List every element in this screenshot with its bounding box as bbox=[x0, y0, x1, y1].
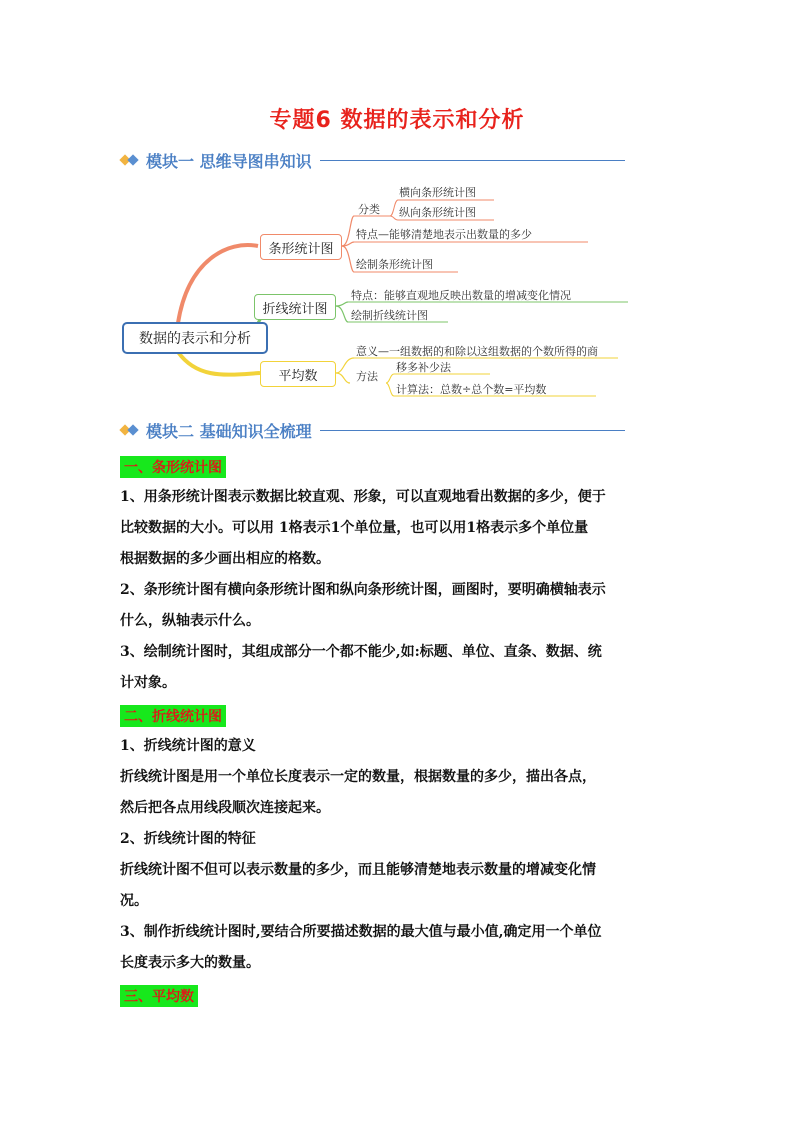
branch-bar-chart: 条形统计图 bbox=[260, 234, 342, 260]
mind-map-root: 数据的表示和分析 bbox=[122, 322, 268, 354]
body-line: 3、制作折线统计图时,要结合所要描述数据的最大值与最小值,确定用一个单位 bbox=[120, 924, 602, 940]
module-two-heading bbox=[120, 417, 625, 443]
section-heading-line-chart: 二、折线统计图 bbox=[120, 705, 226, 727]
heading-rule bbox=[320, 160, 625, 161]
body-line: 计对象。 bbox=[120, 675, 176, 691]
body-line: 折线统计图是用一个单位长度表示一定的数量，根据数量的多少，描出各点， bbox=[120, 769, 596, 785]
branch-1-group-item: 纵向条形统计图 bbox=[399, 206, 476, 219]
heading-rule bbox=[320, 430, 625, 431]
body-line: 1、折线统计图的意义 bbox=[120, 738, 256, 754]
branch-3-group-item: 计算法：总数÷总个数=平均数 bbox=[396, 383, 547, 396]
branch-3-group-label: 方法 bbox=[356, 370, 378, 383]
branch-1-group-label: 分类 bbox=[358, 203, 380, 216]
branch-3-group-item: 移多补少法 bbox=[396, 361, 451, 374]
branch-2-item: 特点：能够直观地反映出数量的增减变化情况 bbox=[351, 289, 571, 302]
diamond-bullet-icon bbox=[120, 422, 142, 438]
section-bar-chart-body bbox=[120, 482, 680, 699]
module-one-label: 模块一 思维导图串知识 bbox=[146, 151, 312, 171]
section-heading-average: 三、平均数 bbox=[120, 985, 198, 1007]
diamond-bullet-icon bbox=[120, 152, 142, 168]
branch-1-group-item: 横向条形统计图 bbox=[399, 186, 476, 199]
module-two-label: 模块二 基础知识全梳理 bbox=[146, 421, 312, 441]
section-heading-bar-chart: 一、条形统计图 bbox=[120, 456, 226, 478]
branch-1-item: 绘制条形统计图 bbox=[356, 258, 433, 271]
body-line: 然后把各点用线段顺次连接起来。 bbox=[120, 800, 330, 816]
page-title: 专题6 数据的表示和分析 bbox=[269, 108, 525, 133]
body-line: 折线统计图不但可以表示数量的多少，而且能够清楚地表示数量的增减变化情 bbox=[120, 862, 596, 878]
body-line: 什么，纵轴表示什么。 bbox=[120, 613, 260, 629]
mind-map bbox=[118, 180, 628, 400]
body-line: 况。 bbox=[120, 893, 148, 909]
body-line: 3、绘制统计图时，其组成部分一个都不能少,如:标题、单位、直条、数据、统 bbox=[120, 644, 602, 660]
module-one-heading bbox=[120, 147, 625, 173]
body-line: 长度表示多大的数量。 bbox=[120, 955, 260, 971]
branch-3-item: 意义—一组数据的和除以这组数据的个数所得的商 bbox=[356, 345, 598, 358]
body-line: 2、折线统计图的特征 bbox=[120, 831, 256, 847]
section-line-chart-body bbox=[120, 731, 680, 979]
branch-line-chart: 折线统计图 bbox=[254, 294, 336, 320]
body-line: 根据数据的多少画出相应的格数。 bbox=[120, 551, 330, 567]
branch-1-item: 特点—能够清楚地表示出数量的多少 bbox=[356, 228, 532, 241]
body-line: 2、条形统计图有横向条形统计图和纵向条形统计图，画图时，要明确横轴表示 bbox=[120, 582, 606, 598]
body-line: 1、用条形统计图表示数据比较直观、形象，可以直观地看出数据的多少，便于 bbox=[120, 489, 606, 505]
branch-average: 平均数 bbox=[260, 361, 336, 387]
branch-2-item: 绘制折线统计图 bbox=[351, 309, 428, 322]
body-line: 比较数据的大小。可以用 1格表示1个单位量，也可以用1格表示多个单位量 bbox=[120, 520, 589, 536]
